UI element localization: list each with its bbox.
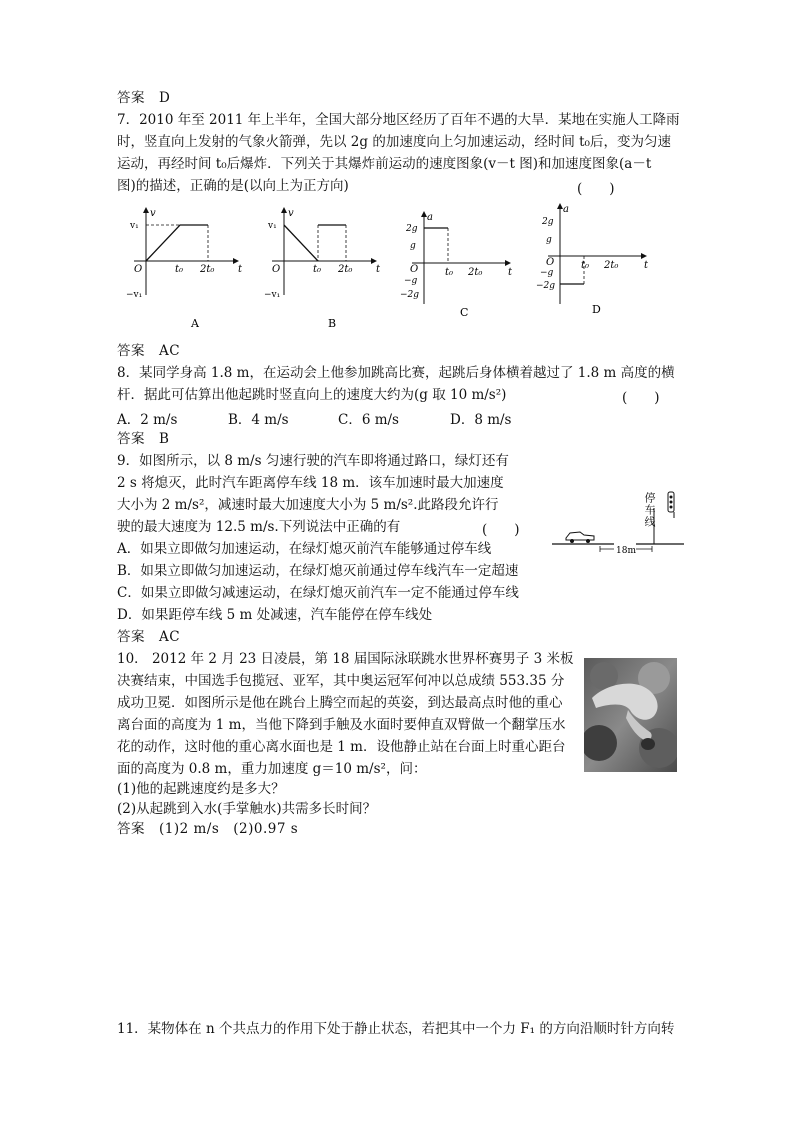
graph-b-v1: v₁ [268, 221, 277, 231]
graph-a-t0: t₀ [175, 264, 184, 275]
graph-b-t: t [376, 264, 381, 275]
graph-a-t: t [238, 264, 243, 275]
graph-b-label: B [328, 317, 337, 330]
graph-d-t: t [644, 260, 649, 271]
q10-line-4: 离台面的高度为 1 m，当他下降到手触及水面时要伸直双臂做一个翻掌压水 [117, 717, 566, 733]
q8-answer: 答案 B [117, 431, 170, 447]
graph-a-2t0: 2t₀ [200, 264, 215, 275]
q9-option-a: A．如果立即做匀加速运动，在绿灯熄灭前汽车能够通过停车线 [117, 541, 492, 557]
graph-d-2g: 2g [542, 217, 554, 227]
q7-answer: 答案 AC [117, 343, 181, 359]
graph-a-ylabel: v [150, 208, 156, 219]
graph-b-2t0: 2t₀ [338, 264, 353, 275]
traffic-light-icon [668, 492, 674, 518]
q9-line-4: 驶的最大速度为 12.5 m/s.下列说法中正确的有 [117, 519, 401, 535]
graph-a [126, 208, 243, 330]
q9-line-1: 9．如图所示，以 8 m/s 匀速行驶的汽车即将通过路口，绿灯还有 [117, 453, 509, 469]
graph-c-2g: 2g [406, 224, 418, 234]
q9-option-d: D．如果距停车线 5 m 处减速，汽车能停在停车线处 [117, 607, 433, 623]
q7-line-1: 7．2010 年至 2011 年上半年，全国大部分地区经历了百年不遇的大旱．某地在实施人工降雨 [117, 112, 680, 128]
graph-d-neg-g: −g [540, 268, 554, 278]
graph-c [400, 212, 513, 319]
q10-line-5: 花的动作，这时他的重心离水面也是 1 m．设他静止站在台面上时重心距台 [117, 739, 566, 755]
graph-a-label: A [191, 317, 199, 330]
q9-option-c: C．如果立即做匀减速运动，在绿灯熄灭前汽车一定不能通过停车线 [117, 585, 519, 601]
graph-c-neg-2g: −2g [400, 290, 420, 300]
q9-distance-label: 18m [616, 546, 636, 556]
graph-a-neg-v1: −v₁ [126, 290, 143, 300]
graph-c-label: C [460, 306, 469, 319]
q7-line-4: 图)的描述，正确的是(以向上为正方向) [117, 178, 349, 194]
car-icon [566, 532, 594, 543]
q9-option-b: B．如果立即做匀加速运动，在绿灯熄灭前通过停车线汽车一定超速 [117, 563, 519, 579]
q9-line-2: 2 s 将熄灭，此时汽车距离停车线 18 m．该车加速时最大加速度 [117, 475, 504, 491]
q8-line-2: 杆．据此可估算出他起跳时竖直向上的速度大约为(g 取 10 m/s²) [117, 387, 507, 403]
graph-d-ylabel: a [563, 204, 569, 215]
graph-a-v1: v₁ [130, 221, 139, 231]
q6-answer: 答案 D [117, 90, 171, 106]
graph-d-origin: O [546, 257, 555, 268]
q9-answer-blank: ( ) [482, 522, 520, 538]
graph-c-t0: t₀ [445, 267, 454, 278]
q8-option-d: D．8 m/s [450, 412, 512, 428]
q8-option-c: C．6 m/s [338, 412, 399, 428]
diver-photo [584, 658, 677, 772]
graph-b-origin: O [272, 264, 281, 275]
q8-answer-blank: ( ) [622, 390, 660, 406]
graph-c-origin: O [410, 264, 419, 275]
q9-line-3: 大小为 2 m/s²，减速时最大加速度大小为 5 m/s².此路段允许行 [117, 497, 499, 513]
graph-d-neg-2g: −2g [536, 281, 556, 291]
q7-line-3: 运动，再经时间 t₀后爆炸．下列关于其爆炸前运动的速度图象(v－t 图)和加速度图象(a－t [117, 156, 652, 172]
q10-line-3: 成功卫冕．如图所示是他在跳台上腾空而起的英姿，到达最高点时他的重心 [117, 695, 563, 711]
graph-c-ylabel: a [427, 212, 433, 223]
graph-c-neg-g: −g [404, 276, 418, 286]
q10-line-6: 面的高度为 0.8 m，重力加速度 g＝10 m/s²，问： [117, 761, 427, 777]
graph-c-t: t [508, 267, 513, 278]
q8-option-a: A．2 m/s [117, 412, 178, 428]
q8-line-1: 8．某同学身高 1.8 m，在运动会上他参加跳高比赛，起跳后身体横着越过了 1.8 m 高度的横 [117, 365, 675, 381]
graph-b-neg-v1: −v₁ [264, 290, 281, 300]
graph-b-ylabel: v [288, 208, 294, 219]
q11-line-1: 11．某物体在 n 个共点力的作用下处于静止状态，若把其中一个力 F₁ 的方向沿顺时针方向转 [117, 1021, 675, 1037]
graph-c-2t0: 2t₀ [468, 267, 483, 278]
q8-option-b: B．4 m/s [228, 412, 289, 428]
q10-line-2: 决赛结束，中国选手包揽冠、亚军，其中奥运冠军何冲以总成绩 553.35 分 [117, 673, 565, 689]
q7-line-2: 时，竖直向上发射的气象火箭弹，先以 2g 的加速度向上匀加速运动，经时间 t₀后，变为匀速 [117, 134, 671, 150]
q7-graphs [120, 200, 680, 335]
graph-d-g: g [546, 235, 552, 245]
q9-stop-line-label: 停车线 [643, 492, 656, 528]
graph-d-2t0: 2t₀ [604, 260, 619, 271]
q10-sub-1: (1)他的起跳速度约是多大？ [117, 781, 285, 797]
q9-figure [548, 488, 688, 558]
graph-d-t0: t₀ [581, 260, 590, 271]
q9-answer: 答案 AC [117, 629, 181, 645]
graph-c-g: g [410, 241, 416, 251]
graph-b [264, 208, 381, 330]
q10-answer: 答案 (1)2 m/s (2)0.97 s [117, 821, 299, 837]
graph-b-t0: t₀ [313, 264, 322, 275]
diver-image [584, 658, 677, 772]
q10-sub-2: (2)从起跳到入水(手掌触水)共需多长时间？ [117, 801, 377, 817]
q10-line-1: 10． 2012 年 2 月 23 日凌晨，第 18 届国际泳联跳水世界杯赛男子 3 米板 [117, 651, 574, 667]
q7-answer-blank: ( ) [577, 181, 615, 197]
graph-d [536, 204, 649, 316]
graph-d-label: D [592, 303, 601, 316]
graph-a-origin: O [134, 264, 143, 275]
